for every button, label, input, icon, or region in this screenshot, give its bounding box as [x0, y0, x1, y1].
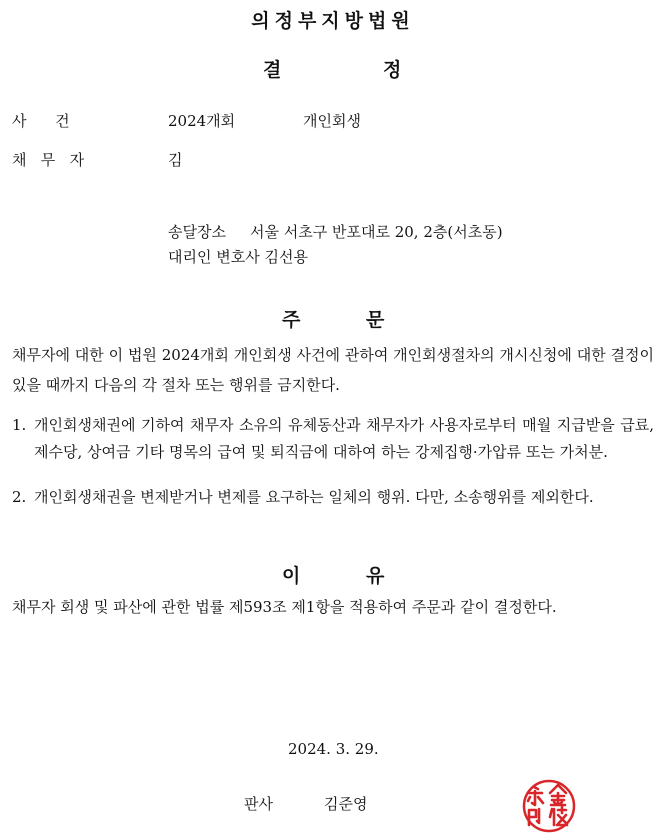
order-heading-right: 문: [366, 309, 385, 331]
case-number: 2024개회: [168, 112, 236, 130]
order-item-2: [12, 484, 654, 511]
order-item-text: 개인회생채권을 변제받거나 변제를 요구하는 일체의 행위. 다만, 소송행위를 제외한다.: [34, 488, 594, 506]
address-label: 송달장소: [168, 223, 226, 241]
case-name: 개인회생: [303, 112, 361, 130]
reason-heading-left: 이: [282, 565, 301, 587]
case-label: 사 건: [12, 112, 70, 130]
agent: 대리인 변호사 김선용: [168, 248, 308, 266]
order-item-number: 1.: [12, 416, 27, 434]
judge-name: 김준영: [324, 795, 368, 813]
decision-date: 2024. 3. 29.: [288, 740, 379, 758]
judge-seal-icon: [512, 773, 580, 835]
doc-type-right: 정: [383, 59, 402, 81]
order-item-number: 2.: [12, 488, 27, 506]
order-item-text: 개인회생채권에 기하여 채무자 소유의 유체동산과 채무자가 사용자로부터 매월 지급받을 급료, 제수당, 상여금 기타 명목의 급여 및 퇴직금에 대하여 하는 강제집행·가압류 또는 가처분.: [34, 416, 654, 461]
order-body: 채무자에 대한 이 법원 2024개회 개인회생 사건에 관하여 개인회생절차의 개시신청에 대한 결정이 있을 때까지 다음의 각 절차 또는 행위를 금지한다.: [12, 346, 654, 394]
order-item-1: [12, 412, 654, 466]
address: 서울 서초구 반포대로 20, 2층(서초동): [250, 223, 503, 241]
order-heading-left: 주: [282, 309, 301, 331]
doc-type-left: 결: [263, 59, 282, 81]
debtor-name: 김: [168, 151, 183, 169]
debtor-label: 채 무 자: [12, 151, 85, 169]
court-name: 의정부지방법원: [251, 10, 415, 32]
reason-body: 채무자 회생 및 파산에 관한 법률 제593조 제1항을 적용하여 주문과 같이 결정한다.: [12, 598, 557, 616]
judge-title: 판사: [244, 795, 273, 813]
reason-heading-right: 유: [366, 565, 385, 587]
